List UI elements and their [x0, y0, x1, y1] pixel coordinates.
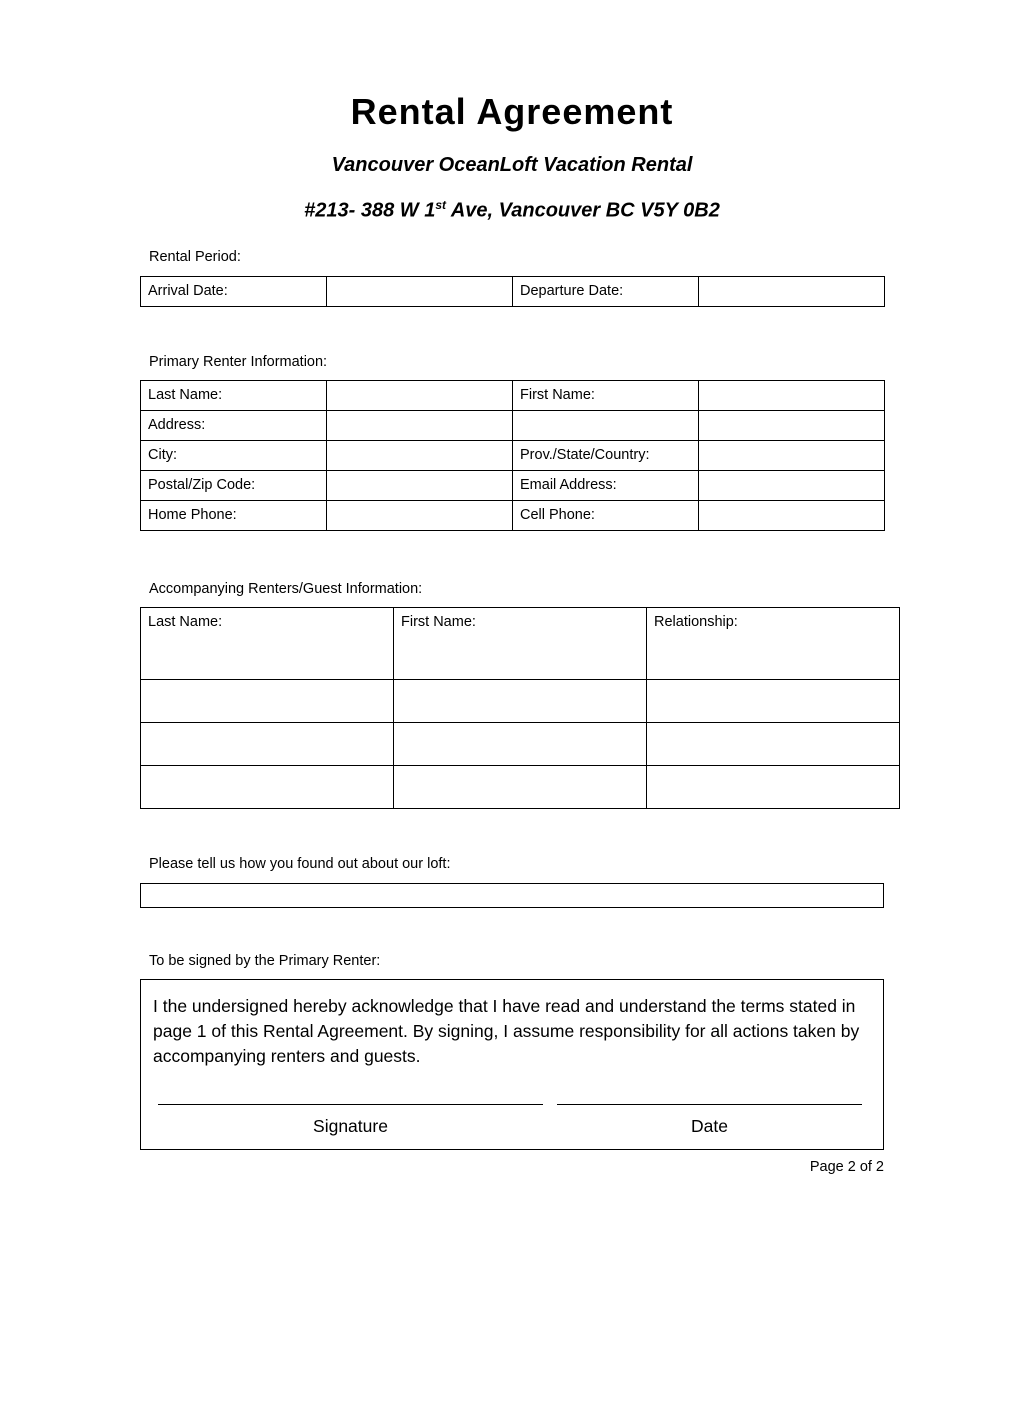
signature-lines: [153, 1103, 865, 1105]
guest-last-name-header: Last Name:: [141, 608, 394, 680]
first-name-label: First Name:: [513, 381, 699, 411]
table-row: [141, 411, 885, 441]
address-extra-field[interactable]: [699, 411, 885, 441]
guest-last-name-field[interactable]: [141, 680, 394, 723]
guest-relationship-header: Relationship:: [647, 608, 900, 680]
rental-period-label: Rental Period:: [149, 249, 241, 266]
guest-relationship-field[interactable]: [647, 680, 900, 723]
signature-line[interactable]: [158, 1103, 543, 1105]
referral-source-field[interactable]: [141, 883, 884, 907]
primary-renter-label: Primary Renter Information:: [149, 353, 328, 370]
guest-first-name-field[interactable]: [394, 680, 647, 723]
departure-date-field[interactable]: [699, 276, 885, 306]
signature-section-label: To be signed by the Primary Renter:: [149, 952, 381, 969]
signature-captions: [153, 1116, 865, 1137]
date-caption: Date: [691, 1115, 728, 1136]
table-row: [141, 501, 885, 531]
table-row: [141, 723, 900, 766]
primary-renter-table: [140, 380, 885, 531]
postal-zip-field[interactable]: [327, 471, 513, 501]
table-row: [141, 441, 885, 471]
signature-box: [140, 979, 884, 1150]
last-name-label: Last Name:: [141, 381, 327, 411]
city-label: City:: [141, 441, 327, 471]
guest-last-name-field[interactable]: [141, 723, 394, 766]
table-row: [141, 276, 885, 306]
page-title: Rental Agreement: [350, 91, 674, 132]
table-row: [141, 766, 900, 809]
table-row: [141, 471, 885, 501]
guest-last-name-field[interactable]: [141, 766, 394, 809]
guest-first-name-field[interactable]: [394, 766, 647, 809]
arrival-date-field[interactable]: [327, 276, 513, 306]
first-name-field[interactable]: [699, 381, 885, 411]
address-field[interactable]: [327, 411, 513, 441]
table-row: [141, 381, 885, 411]
guest-relationship-field[interactable]: [647, 766, 900, 809]
guest-relationship-field[interactable]: [647, 723, 900, 766]
cell-phone-field[interactable]: [699, 501, 885, 531]
email-address-label: Email Address:: [513, 471, 699, 501]
rental-period-table: [140, 276, 885, 307]
departure-date-label: Departure Date:: [513, 276, 699, 306]
document-subtitle-property: Vancouver OceanLoft Vacation Rental: [331, 153, 693, 176]
guests-label: Accompanying Renters/Guest Information:: [149, 581, 423, 598]
form-content: [140, 222, 884, 1149]
address-prefix: #213- 388 W 1: [304, 199, 436, 222]
province-state-country-field[interactable]: [699, 441, 885, 471]
cell-phone-label: Cell Phone:: [513, 501, 699, 531]
table-header-row: [141, 608, 900, 680]
guest-first-name-field[interactable]: [394, 723, 647, 766]
guest-first-name-header: First Name:: [394, 608, 647, 680]
guests-table: [140, 607, 900, 809]
address-extra-label: [513, 411, 699, 441]
home-phone-field[interactable]: [327, 501, 513, 531]
document-page: [0, 92, 1024, 1417]
table-row: [141, 883, 884, 907]
province-state-country-label: Prov./State/Country:: [513, 441, 699, 471]
acknowledgement-text: I the undersigned hereby acknowledge that I have read and understand the terms stated in page 1 of this Rental Agreement. By signing, I assume responsibility for all actions taken by accompanying renters and guests.: [153, 996, 860, 1066]
email-address-field[interactable]: [699, 471, 885, 501]
last-name-field[interactable]: [327, 381, 513, 411]
table-row: [141, 680, 900, 723]
document-subtitle-address: [0, 198, 1024, 223]
address-ordinal-suffix: st: [435, 197, 447, 212]
postal-zip-label: Postal/Zip Code:: [141, 471, 327, 501]
referral-source-table: [140, 883, 884, 908]
referral-source-label: Please tell us how you found out about our loft:: [149, 856, 451, 873]
signature-caption: Signature: [313, 1115, 388, 1136]
address-suffix: Ave, Vancouver BC V5Y 0B2: [446, 199, 720, 222]
address-label: Address:: [141, 411, 327, 441]
home-phone-label: Home Phone:: [141, 501, 327, 531]
city-field[interactable]: [327, 441, 513, 471]
arrival-date-label: Arrival Date:: [141, 276, 327, 306]
date-line[interactable]: [557, 1103, 862, 1105]
page-footer: Page 2 of 2: [809, 1158, 884, 1175]
